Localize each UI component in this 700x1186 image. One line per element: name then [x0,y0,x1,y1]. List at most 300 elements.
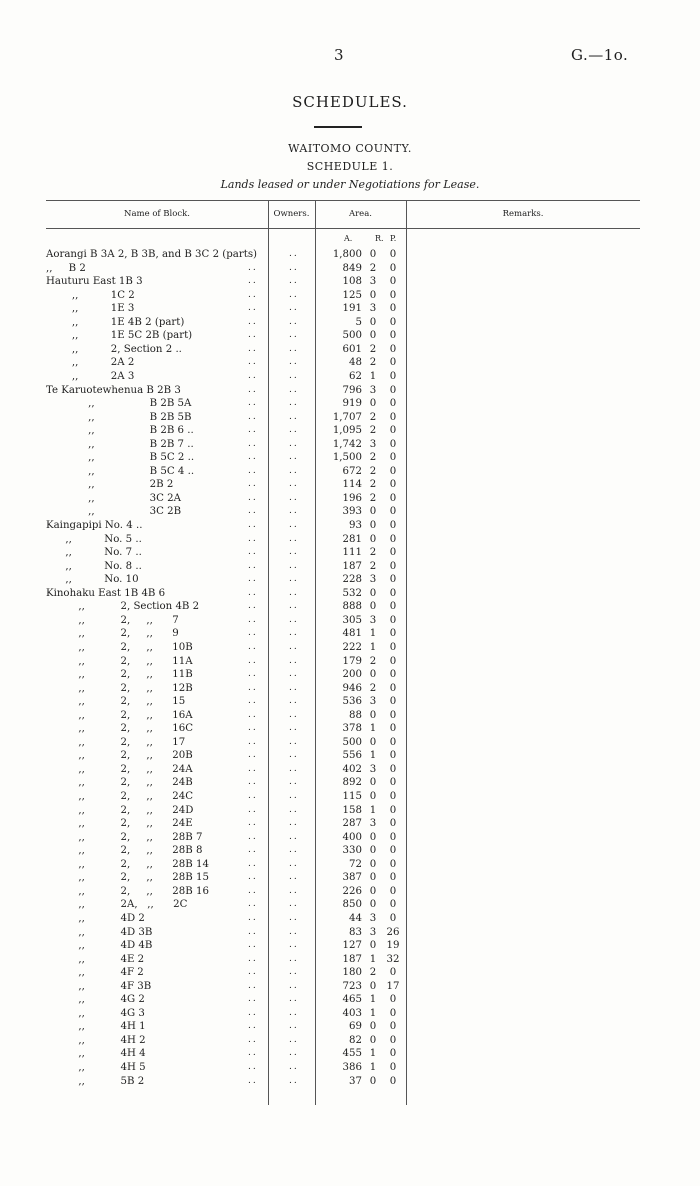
owners-cell: .. [289,465,299,476]
owners-cell: .. [289,858,299,869]
roods-cell: 0 [369,736,377,748]
block-name: ,, 2, ,, 11B [46,669,193,681]
perches-cell: 0 [389,777,397,789]
block-name: ,, B 5C 2 .. [46,452,195,464]
roods-cell: 0 [369,1075,377,1087]
leader-dots: .. [248,574,258,585]
roods-cell: 3 [369,438,377,450]
block-name: ,, 2, ,, 28B 16 [46,885,209,897]
table-row [0,384,700,397]
block-name: Kaingapipi No. 4 .. [46,520,143,531]
block-name: ,, 1C 2 [46,289,135,301]
block-name: ,, B 2B 7 .. [46,438,194,450]
acres-cell: 400 [342,831,362,843]
acres-cell: 532 [342,587,362,599]
leader-dots: .. [248,994,258,1005]
owners-cell: .. [289,696,299,707]
block-name: ,, 4H 1 [46,1021,146,1033]
perches-cell: 0 [389,411,397,423]
acres-cell: 226 [342,885,362,897]
perches-cell: 0 [389,560,397,572]
acres-cell: 5 [355,316,362,328]
owners-cell: .. [289,587,299,598]
block-name: ,, No. 10 [46,574,139,586]
block-name: ,, 2, ,, 24A [46,763,193,775]
block-name: ,, 2, ,, 24C [46,791,194,802]
leader-dots: .. [248,1007,258,1018]
leader-dots: .. [248,289,258,300]
perches-cell: 0 [389,1075,397,1087]
perches-cell: 0 [389,1034,397,1046]
owners-cell: .. [289,628,299,639]
table-row [0,478,700,491]
owners-cell: .. [289,777,299,788]
table-row [0,1034,700,1047]
acres-cell: 281 [342,533,362,545]
block-name: ,, 2, ,, 28B 14 [46,858,209,870]
table-row [0,858,700,871]
acres-cell: 158 [342,804,362,816]
owners-cell: .. [289,330,299,341]
roods-cell: 3 [369,912,377,924]
acres-cell: 37 [349,1075,362,1087]
table-row [0,451,700,464]
leader-dots: .. [248,804,258,815]
title-rule [314,126,362,128]
leader-dots: .. [248,587,258,598]
owners-cell: .. [289,899,299,910]
roods-cell: 1 [369,953,377,965]
acres-cell: 946 [342,682,362,694]
owners-cell: .. [289,574,299,585]
acres-cell: 115 [342,791,362,802]
perches-cell: 0 [389,398,397,410]
block-name: ,, 3C 2B [46,506,182,518]
leader-dots: .. [248,1021,258,1032]
perches-cell: 0 [389,330,397,342]
roods-cell: 3 [369,696,377,708]
leader-dots: .. [248,1048,258,1059]
roods-unit: R. [375,234,384,243]
acres-cell: 536 [342,696,362,708]
roods-cell: 0 [369,398,377,410]
acres-cell: 88 [349,709,362,721]
owners-cell: .. [289,262,299,273]
acres-cell: 500 [342,736,362,748]
block-name: ,, No. 7 .. [46,547,142,559]
acres-cell: 1,707 [332,411,362,423]
acres-cell: 850 [342,899,362,911]
block-name: ,, 2, ,, 24B [46,777,193,789]
perches-cell: 0 [389,276,397,288]
perches-cell: 0 [389,1062,397,1073]
acres-cell: 180 [342,967,362,979]
roods-cell: 1 [369,994,377,1006]
leader-dots: .. [248,628,258,639]
perches-cell: 0 [389,831,397,843]
owners-cell: .. [289,818,299,829]
acres-cell: 1,742 [332,438,362,450]
block-name: ,, 1E 3 [46,303,135,315]
block-name: ,, 4E 2 [46,953,145,965]
acres-cell: 919 [342,398,362,410]
owners-cell: .. [289,479,299,490]
table-row [0,370,700,383]
block-name: ,, 4F 2 [46,967,144,979]
acres-cell: 465 [342,994,362,1006]
perches-cell: 0 [389,994,397,1006]
table-row [0,1075,700,1088]
owners-cell: .. [289,384,299,395]
block-name: ,, No. 8 .. [46,560,142,572]
header-bottom-rule [46,228,640,229]
acres-cell: 287 [342,818,362,830]
page-number: 3 [334,46,344,64]
block-name: ,, 1E 5C 2B (part) [46,330,193,342]
block-name: ,, 2A 2 [46,357,135,369]
roods-cell: 2 [369,262,377,274]
leader-dots: .. [248,763,258,774]
owners-cell: .. [289,1034,299,1045]
block-name: ,, 2, ,, 7 [46,614,179,626]
roods-cell: 2 [369,655,377,667]
page-reference: G.—1o. [571,46,629,64]
owners-cell: .. [289,1021,299,1032]
acres-cell: 386 [342,1062,362,1073]
roods-cell: 0 [369,1021,377,1033]
leader-dots: .. [248,384,258,395]
roods-cell: 0 [369,533,377,545]
owners-cell: .. [289,520,299,530]
acres-cell: 82 [349,1034,362,1046]
county-heading: WAITOMO COUNTY. [288,142,412,155]
leader-dots: .. [248,276,258,287]
table-row [0,1047,700,1060]
block-name: ,, 4G 2 [46,994,145,1006]
acres-cell: 108 [342,276,362,288]
perches-cell: 0 [389,601,397,613]
roods-cell: 3 [369,303,377,315]
roods-cell: 1 [369,370,377,382]
table-row [0,1007,700,1020]
perches-cell: 0 [389,425,397,437]
acres-cell: 200 [342,669,362,681]
owners-cell: .. [289,411,299,422]
perches-cell: 0 [389,709,397,721]
roods-cell: 0 [369,872,377,884]
acres-cell: 127 [342,940,362,952]
perches-cell: 0 [389,818,397,830]
acres-cell: 796 [342,384,362,396]
leader-dots: .. [248,641,258,652]
table-row [0,804,700,817]
table-row [0,993,700,1006]
perches-cell: 0 [389,357,397,369]
leader-dots: .. [248,750,258,761]
table-row [0,587,700,600]
acres-cell: 48 [349,357,362,369]
header-owners: Owners. [273,209,310,219]
roods-cell: 0 [369,1034,377,1046]
acres-cell: 892 [342,777,362,789]
table-row [0,411,700,424]
table-row [0,438,700,451]
acres-cell: 44 [349,912,362,924]
table-row [0,844,700,857]
acres-cell: 222 [342,641,362,653]
perches-cell: 0 [389,262,397,274]
acres-cell: 1,500 [332,452,362,464]
block-name: Hauturu East 1B 3 [46,276,143,288]
owners-cell: .. [289,750,299,761]
roods-cell: 2 [369,967,377,979]
perches-cell: 0 [389,723,397,735]
table-row [0,912,700,925]
perches-cell: 19 [386,940,400,952]
roods-cell: 3 [369,614,377,626]
perches-cell: 17 [386,980,400,992]
acres-cell: 187 [342,953,362,965]
leader-dots: .. [248,601,258,612]
table-row [0,682,700,695]
block-name: ,, 1E 4B 2 (part) [46,316,185,328]
owners-cell: .. [289,303,299,314]
leader-dots: .. [248,655,258,666]
leader-dots: .. [248,506,258,517]
leader-dots: .. [248,872,258,883]
roods-cell: 2 [369,682,377,694]
perches-cell: 0 [389,1021,397,1033]
owners-cell: .. [289,723,299,734]
table-row [0,695,700,708]
table-row [0,1061,700,1074]
roods-cell: 3 [369,818,377,830]
block-name: Aorangi B 3A 2, B 3B, and B 3C 2 (parts) [46,249,258,260]
owners-cell: .. [289,940,299,951]
table-row [0,871,700,884]
header-name-of-block: Name of Block. [124,209,190,219]
leader-dots: .. [248,452,258,463]
perches-cell: 0 [389,872,397,884]
owners-cell: .. [289,316,299,327]
perches-cell: 0 [389,899,397,911]
roods-cell: 1 [369,1007,377,1019]
perches-cell: 0 [389,669,397,681]
block-name: ,, 4D 3B [46,926,153,938]
leader-dots: .. [248,533,258,544]
leader-dots: .. [248,940,258,951]
leader-dots: .. [248,425,258,436]
acres-cell: 125 [342,289,362,301]
leader-dots: .. [248,398,258,409]
perches-unit: P. [390,234,397,243]
perches-cell: 0 [389,614,397,626]
owners-cell: .. [289,791,299,801]
block-name: Kinohaku East 1B 4B 6 [46,587,166,599]
perches-cell: 0 [389,641,397,653]
perches-cell: 0 [389,791,397,802]
leader-dots: .. [248,316,258,327]
roods-cell: 0 [369,520,377,531]
roods-cell: 2 [369,452,377,464]
leader-dots: .. [248,465,258,476]
block-name: ,, 2A, ,, 2C [46,899,188,911]
table-row [0,1020,700,1033]
owners-cell: .. [289,1007,299,1018]
perches-cell: 0 [389,533,397,545]
owners-cell: .. [289,669,299,680]
owners-cell: .. [289,912,299,923]
leader-dots: .. [248,343,258,354]
table-row [0,614,700,627]
table-row [0,533,700,546]
roods-cell: 1 [369,641,377,653]
block-name: ,, 2, ,, 28B 8 [46,845,203,857]
table-row [0,776,700,789]
roods-cell: 0 [369,885,377,897]
block-name: ,, B 5C 4 .. [46,465,195,477]
table-row [0,289,700,302]
block-name: ,, 2, ,, 28B 15 [46,872,209,884]
roods-cell: 0 [369,858,377,870]
leader-dots: .. [248,520,258,530]
perches-cell: 0 [389,574,397,586]
roods-cell: 2 [369,479,377,491]
perches-cell: 0 [389,682,397,694]
roods-cell: 2 [369,343,377,355]
table-row [0,302,700,315]
owners-cell: .. [289,506,299,517]
table-row [0,885,700,898]
table-row [0,939,700,952]
owners-cell: .. [289,614,299,625]
acres-cell: 187 [342,560,362,572]
roods-cell: 0 [369,777,377,789]
block-name: ,, 2, ,, 10B [46,641,193,653]
leader-dots: .. [248,709,258,720]
table-row [0,356,700,369]
block-name: ,, B 2 [46,262,86,274]
owners-cell: .. [289,601,299,612]
owners-cell: .. [289,641,299,652]
leader-dots: .. [248,614,258,625]
table-row [0,709,700,722]
acres-cell: 393 [342,506,362,518]
acres-cell: 196 [342,492,362,504]
leader-dots: .. [248,438,258,449]
owners-cell: .. [289,425,299,436]
acres-cell: 83 [349,926,362,938]
owners-cell: .. [289,845,299,856]
perches-cell: 0 [389,885,397,897]
acres-cell: 72 [349,858,362,870]
table-row [0,749,700,762]
leader-dots: .. [248,547,258,558]
roods-cell: 0 [369,316,377,328]
block-name: ,, 2, Section 4B 2 [46,601,200,613]
perches-cell: 0 [389,303,397,315]
roods-cell: 3 [369,574,377,586]
leader-dots: .. [248,303,258,314]
perches-cell: 0 [389,858,397,870]
table-row [0,980,700,993]
owners-cell: .. [289,655,299,666]
block-name: ,, 2, ,, 20B [46,750,193,762]
owners-cell: .. [289,370,299,381]
table-row [0,248,700,261]
perches-cell: 0 [389,967,397,979]
owners-cell: .. [289,763,299,774]
roods-cell: 0 [369,940,377,952]
roods-cell: 0 [369,587,377,599]
table-row [0,763,700,776]
leader-dots: .. [248,411,258,422]
table-row [0,898,700,911]
owners-cell: .. [289,994,299,1005]
roods-cell: 3 [369,276,377,288]
leader-dots: .. [248,370,258,381]
table-row [0,424,700,437]
owners-cell: .. [289,967,299,978]
owners-cell: .. [289,1075,299,1086]
perches-cell: 0 [389,479,397,491]
perches-cell: 0 [389,506,397,518]
perches-cell: 0 [389,1048,397,1060]
acres-cell: 1,800 [332,249,362,260]
acres-cell: 402 [342,763,362,775]
table-row [0,573,700,586]
roods-cell: 0 [369,601,377,613]
leader-dots: .. [248,912,258,923]
header-area: Area. [348,209,372,219]
table-row [0,560,700,573]
roods-cell: 1 [369,804,377,816]
owners-cell: .. [289,398,299,409]
acres-cell: 69 [349,1021,362,1033]
table-row [0,668,700,681]
leader-dots: .. [248,1034,258,1045]
block-name: ,, B 2B 5B [46,411,192,423]
leader-dots: .. [248,262,258,273]
block-name: ,, 2, Section 2 .. [46,343,182,355]
table-row [0,465,700,478]
leader-dots: .. [248,357,258,368]
owners-cell: .. [289,547,299,558]
table-row [0,966,700,979]
perches-cell: 0 [389,452,397,464]
perches-cell: 0 [389,520,397,531]
roods-cell: 2 [369,492,377,504]
acres-cell: 723 [342,980,362,992]
table-row [0,627,700,640]
leader-dots: .. [248,858,258,869]
roods-cell: 0 [369,709,377,721]
owners-cell: .. [289,885,299,896]
block-name: ,, 2, ,, 17 [46,736,186,748]
owners-cell: .. [289,872,299,883]
block-name: ,, 2, ,, 16A [46,709,193,721]
schedule-heading: SCHEDULE 1. [306,160,394,173]
leader-dots: .. [248,818,258,829]
block-name: ,, 2, ,, 9 [46,628,179,640]
owners-cell: .. [289,343,299,354]
leader-dots: .. [248,682,258,693]
roods-cell: 0 [369,831,377,843]
roods-cell: 1 [369,1062,377,1073]
acres-cell: 1,095 [332,425,362,437]
block-name: ,, 2A 3 [46,370,135,382]
roods-cell: 2 [369,465,377,477]
